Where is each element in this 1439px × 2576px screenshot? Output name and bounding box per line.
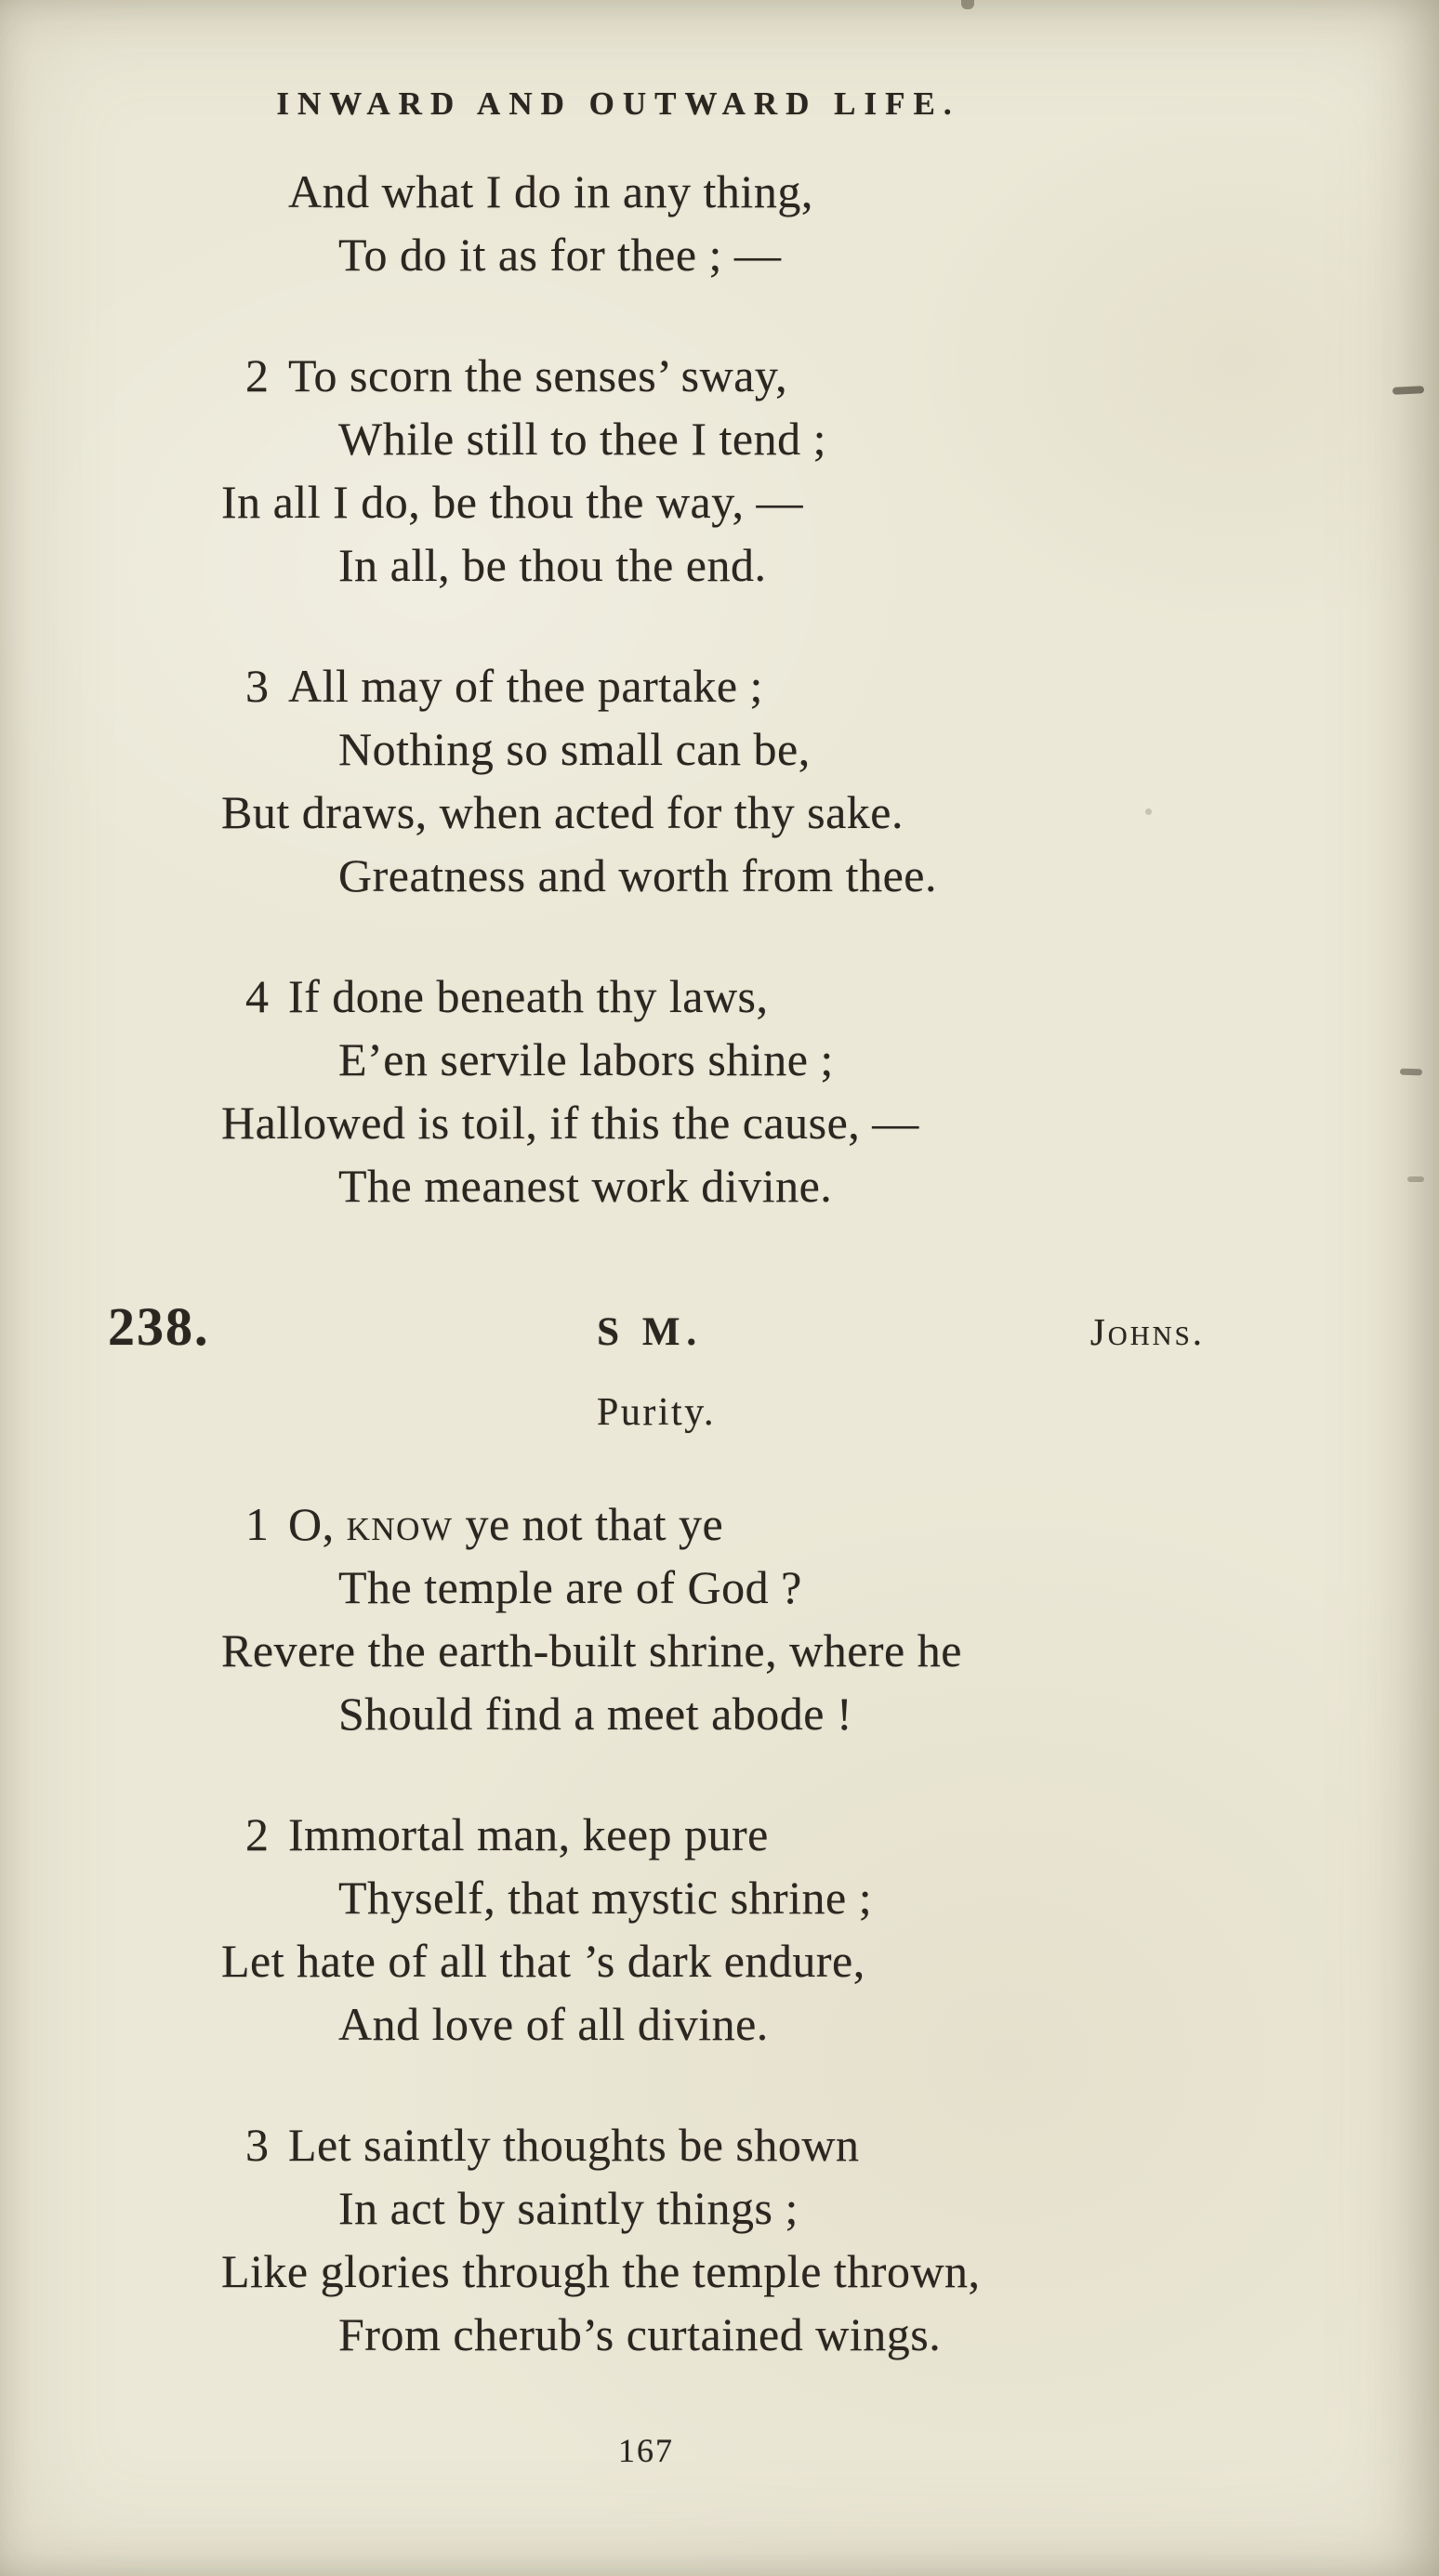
verse-line (0, 1682, 1439, 1745)
stanza (0, 2113, 1439, 2366)
verse-line (0, 1492, 1439, 1556)
stanza (0, 654, 1439, 907)
verse-text: Nothing so small can be, (338, 723, 811, 775)
stanza (0, 160, 1439, 286)
verse-text: In all I do, be thou the way, — (221, 476, 803, 528)
verse-line (0, 1091, 1439, 1154)
verse-line (0, 407, 1439, 470)
scan-artifact (1145, 808, 1152, 815)
verse-text: Let hate of all that ’s dark endure, (221, 1935, 865, 1987)
stanza-number: 2 (245, 349, 270, 401)
verse-text: And what I do in any thing, (288, 165, 813, 217)
verse-line (0, 160, 1439, 223)
verse-line (0, 1619, 1439, 1682)
verse-text: And love of all divine. (338, 1998, 769, 2050)
hymn-heading (108, 1292, 1205, 1368)
verse-line (0, 2240, 1439, 2303)
verse-text: Immortal man, keep pure (288, 1808, 769, 1860)
stanza (0, 1803, 1439, 2056)
verse-line (0, 470, 1439, 533)
stanza-number: 4 (245, 970, 270, 1022)
stanza (0, 965, 1439, 1217)
verse-line (0, 2113, 1439, 2176)
verse-text: If done beneath thy laws, (288, 970, 769, 1022)
stanza-number: 3 (245, 660, 270, 712)
stanza (0, 344, 1439, 597)
verse-text: Hallowed is toil, if this the cause, — (221, 1097, 919, 1149)
hymn-number: 238. (108, 1296, 210, 1357)
verse-line (0, 1028, 1439, 1091)
verse-line (0, 344, 1439, 407)
scan-artifact (961, 0, 974, 9)
verse-text: The temple are of God ? (338, 1561, 802, 1613)
stanza (0, 1492, 1439, 1745)
smallcaps-text: know (346, 1498, 454, 1550)
verse-line (0, 717, 1439, 781)
verse-line (0, 2176, 1439, 2240)
verse-line (0, 844, 1439, 907)
verse-text: Let saintly thoughts be shown (288, 2119, 860, 2171)
verse-line (0, 1866, 1439, 1929)
hymn-238-body (0, 1492, 1439, 2366)
verse-text: Revere the earth-built shrine, where he (221, 1624, 962, 1676)
verse-line (0, 1154, 1439, 1217)
verse-text: To scorn the senses’ sway, (288, 349, 788, 401)
verse-text: E’en servile labors shine ; (338, 1033, 834, 1085)
verse-text: But draws, when acted for thy sake. (221, 786, 904, 838)
hymn-author: Johns. (1089, 1310, 1205, 1353)
verse-text: In all, be thou the end. (338, 539, 767, 591)
verse-text: All may of thee partake ; (288, 660, 763, 712)
verse-text: Should find a meet abode ! (338, 1688, 853, 1740)
verse-text: Greatness and worth from thee. (338, 849, 937, 901)
verse-text: In act by saintly things ; (338, 2182, 799, 2234)
scan-artifact (1407, 1176, 1424, 1182)
hymn-continued-body (0, 160, 1439, 1217)
verse-line (0, 965, 1439, 1028)
verse-line (0, 654, 1439, 717)
scan-artifact (1400, 1069, 1422, 1076)
running-header: INWARD AND OUTWARD LIFE. (276, 85, 960, 122)
stanza-number: 3 (245, 2119, 270, 2171)
verse-line (0, 1556, 1439, 1619)
verse-line (0, 1803, 1439, 1866)
verse-text: While still to thee I tend ; (338, 413, 826, 465)
hymn-title: Purity. (597, 1391, 716, 1434)
stanza-number: 2 (245, 1808, 270, 1860)
verse-text: Thyself, that mystic shrine ; (338, 1872, 873, 1924)
verse-text: O, know ye not that ye (288, 1498, 724, 1550)
verse-line (0, 223, 1439, 286)
verse-text: From cherub’s curtained wings. (338, 2308, 942, 2360)
page-number: 167 (618, 2432, 674, 2469)
verse-line (0, 1992, 1439, 2056)
verse-line (0, 533, 1439, 597)
hymn-meter: S M. (597, 1310, 704, 1354)
verse-text: Like glories through the temple thrown, (221, 2245, 981, 2297)
verse-text: The meanest work divine. (338, 1160, 833, 1212)
verse-text: To do it as for thee ; — (338, 229, 782, 281)
verse-line (0, 781, 1439, 844)
verse-line (0, 2303, 1439, 2366)
verse-line (0, 1929, 1439, 1992)
stanza-number: 1 (245, 1498, 270, 1550)
